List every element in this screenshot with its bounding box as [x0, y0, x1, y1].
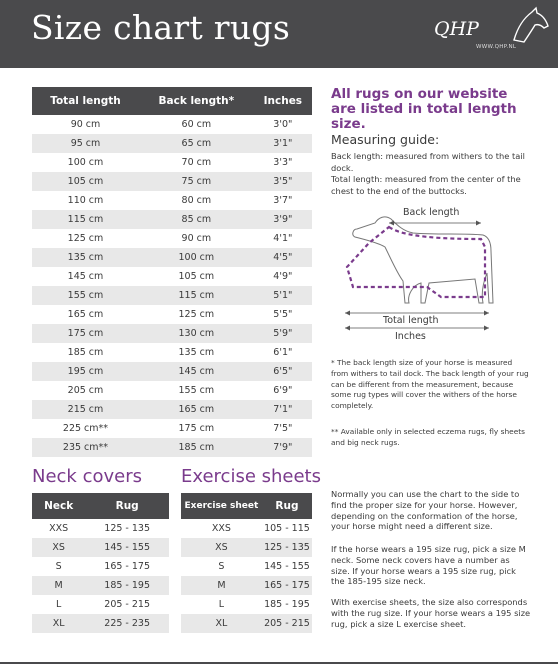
table-cell: 60 cm — [181, 119, 212, 130]
table-cell: 105 cm — [32, 172, 139, 191]
table-cell: 195 cm — [32, 362, 139, 381]
table-cell: 185 cm — [139, 438, 254, 457]
horse-measurement-diagram — [333, 203, 513, 346]
table-row — [32, 519, 169, 538]
table-cell: 165 cm — [139, 400, 254, 419]
table-cell: XL — [32, 614, 85, 633]
table-cell: 185 - 195 — [85, 576, 169, 595]
table-cell: 75 cm — [139, 172, 254, 191]
sizing-paragraph: Normally you can use the chart to the side to find the proper size for your horse. However, depending on the conformation of the horse, your horse might need a different size. — [331, 489, 520, 532]
table-row — [181, 576, 312, 595]
table-cell: 95 cm — [32, 134, 139, 153]
total-length-label: Total length — [383, 315, 439, 326]
table-cell: 70 cm — [181, 157, 212, 168]
logo-text: QHP — [434, 18, 479, 40]
table-cell: 90 cm — [181, 233, 212, 244]
table-cell: 3'5" — [254, 172, 312, 191]
table-row — [32, 229, 312, 248]
table-cell: 165 cm — [67, 309, 104, 320]
table-cell: 130 cm — [139, 324, 254, 343]
measuring-guide-text — [331, 151, 531, 197]
table-cell: 90 cm — [70, 119, 101, 130]
page-title: Size chart rugs — [31, 8, 291, 47]
table-cell: 3'1" — [254, 134, 312, 153]
table-cell: 145 - 155 — [85, 538, 169, 557]
table-cell: 125 cm — [67, 233, 104, 244]
inches-label: Inches — [395, 331, 426, 342]
qhp-logo — [432, 6, 550, 54]
table-row — [32, 381, 312, 400]
table-cell: 135 cm — [32, 248, 139, 267]
rug-size-table — [32, 87, 312, 457]
table-row — [32, 324, 312, 343]
column-header: Rug — [85, 493, 169, 519]
table-cell: 5'5" — [273, 309, 293, 320]
table-cell: XS — [181, 538, 262, 557]
table-cell: 6'5" — [254, 362, 312, 381]
table-row — [32, 400, 312, 419]
table-row — [32, 134, 312, 153]
table-cell: 225 cm** — [62, 423, 109, 434]
table-cell: 125 - 135 — [104, 523, 151, 534]
table-row — [32, 210, 312, 229]
table-cell: 205 - 215 — [104, 599, 151, 610]
table-cell: 115 cm — [139, 286, 254, 305]
table-row — [32, 305, 312, 324]
column-header: Neck — [32, 493, 85, 519]
table-header-row — [32, 87, 312, 115]
table-cell: 185 - 195 — [264, 599, 310, 610]
table-cell: 145 - 155 — [264, 561, 310, 572]
table-cell: 165 - 175 — [104, 561, 151, 572]
table-cell: 7'1" — [254, 400, 312, 419]
table-cell: 165 - 175 — [262, 576, 312, 595]
table-row — [32, 557, 169, 576]
table-cell: 5'1" — [254, 286, 312, 305]
table-row — [32, 248, 312, 267]
column-header: Total length — [32, 87, 139, 115]
exercise-sheets-title: Exercise sheets — [181, 466, 321, 487]
neck-cover-paragraph: If the horse wears a 195 size rug, pick a size M neck. Some neck covers have a number as size. If your horse wears a 195 size rug, pick the 185-195 size neck. — [331, 544, 526, 587]
table-cell: 175 cm — [178, 423, 215, 434]
table-row — [32, 419, 312, 438]
table-cell: 205 - 215 — [262, 614, 312, 633]
table-cell: 125 cm — [178, 309, 215, 320]
table-row — [32, 115, 312, 134]
column-header: Back length* — [139, 87, 254, 115]
table-cell: 110 cm — [67, 195, 104, 206]
table-row — [181, 614, 312, 633]
neck-covers-table — [32, 493, 169, 633]
table-cell: XL — [181, 614, 262, 633]
table-cell: XXS — [211, 523, 231, 534]
availability-footnote: ** Available only in selected eczema rugs, fly sheets and big neck rugs. — [331, 427, 525, 447]
table-cell: 115 cm — [32, 210, 139, 229]
table-row — [32, 438, 312, 457]
table-cell: 5'9" — [254, 324, 312, 343]
table-cell: M — [181, 576, 262, 595]
total-length-description: Total length: measured from the center of the chest to the end of the buttocks. — [331, 174, 521, 196]
column-header: Exercise sheet — [181, 493, 262, 519]
table-cell: 155 cm — [178, 385, 215, 396]
table-cell: L — [218, 599, 225, 610]
table-cell: 4'5" — [254, 248, 312, 267]
table-cell: XS — [32, 538, 85, 557]
table-cell: 235 cm** — [32, 438, 139, 457]
back-length-label: Back length — [403, 207, 460, 218]
table-row — [32, 191, 312, 210]
table-header-row — [32, 493, 169, 519]
table-cell: 125 - 135 — [262, 538, 312, 557]
measuring-guide-title: Measuring guide: — [331, 132, 440, 147]
table-row — [32, 595, 169, 614]
back-length-description: Back length: measured from withers to the tail dock. — [331, 151, 525, 173]
table-cell: 85 cm — [139, 210, 254, 229]
table-row — [32, 538, 169, 557]
table-cell: S — [55, 561, 62, 572]
table-cell: 4'1" — [273, 233, 293, 244]
table-cell: 80 cm — [181, 195, 212, 206]
table-cell: 105 cm — [178, 271, 215, 282]
table-row — [32, 286, 312, 305]
table-cell: 145 cm — [139, 362, 254, 381]
table-row — [181, 538, 312, 557]
table-cell: 3'7" — [273, 195, 293, 206]
table-cell: 4'9" — [273, 271, 293, 282]
table-cell: 7'5" — [273, 423, 293, 434]
table-cell: 65 cm — [139, 134, 254, 153]
table-row — [32, 614, 169, 633]
table-row — [181, 519, 312, 538]
column-header: Inches — [254, 87, 312, 115]
table-cell: 185 cm — [67, 347, 104, 358]
table-cell: 175 cm — [32, 324, 139, 343]
horse-head-icon — [506, 6, 550, 46]
exercise-sheet-paragraph: With exercise sheets, the size also corresponds with the rug size. If your horse wears a 195 size rug, pick a size L exercise sheet. — [331, 597, 531, 629]
table-row — [181, 595, 312, 614]
table-cell: 205 cm — [67, 385, 104, 396]
table-cell: 7'9" — [254, 438, 312, 457]
table-cell: 3'9" — [254, 210, 312, 229]
table-cell: 225 - 235 — [85, 614, 169, 633]
logo-url: WWW.QHP.NL — [476, 44, 517, 50]
table-cell: L — [56, 599, 62, 610]
table-cell: M — [32, 576, 85, 595]
table-cell: 100 cm — [139, 248, 254, 267]
table-row — [32, 267, 312, 286]
table-cell: 3'0" — [273, 119, 293, 130]
table-cell: 215 cm — [32, 400, 139, 419]
table-cell: 105 - 115 — [264, 523, 310, 534]
table-row — [32, 576, 169, 595]
table-cell: XXS — [49, 523, 69, 534]
back-length-footnote: * The back length size of your horse is measured from withers to tail dock. The back length of your rug can be different from the measurement, because some rug types will cover the withers of the horse completely. — [331, 358, 529, 411]
table-row — [181, 557, 312, 576]
table-cell: 135 cm — [178, 347, 215, 358]
table-cell: S — [218, 561, 225, 572]
table-row — [32, 343, 312, 362]
bottom-divider — [0, 662, 558, 664]
table-header-row — [181, 493, 312, 519]
table-cell: 6'9" — [273, 385, 293, 396]
table-cell: 3'3" — [273, 157, 293, 168]
table-row — [32, 172, 312, 191]
table-cell: 6'1" — [273, 347, 293, 358]
exercise-sheets-table — [181, 493, 312, 633]
table-row — [32, 153, 312, 172]
page-header — [0, 0, 558, 68]
neck-covers-title: Neck covers — [32, 466, 142, 487]
table-cell: 100 cm — [67, 157, 104, 168]
column-header: Rug — [262, 493, 312, 519]
table-cell: 145 cm — [67, 271, 104, 282]
table-cell: 155 cm — [32, 286, 139, 305]
intro-text: All rugs on our website are listed in total length size. — [331, 86, 517, 132]
table-row — [32, 362, 312, 381]
